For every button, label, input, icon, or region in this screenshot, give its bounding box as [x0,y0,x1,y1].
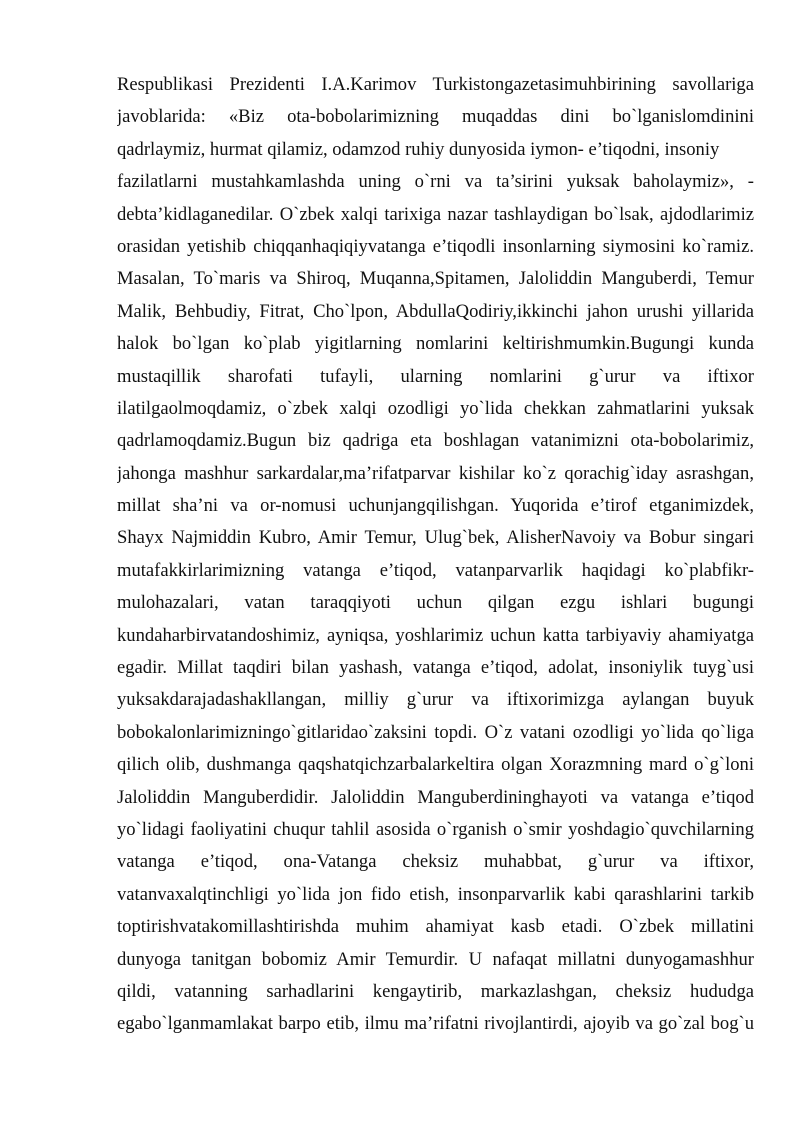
text-line: qilich olib, dushmanga qaqshatqichzarbalarkeltira olgan Xorazmning mard o`g`loni [117,754,754,776]
text-line: kundaharbirvatandoshimiz, ayniqsa, yoshlarimiz uchun katta tarbiyaviy ahamiyatga [117,624,754,646]
text-line: millat sha’ni va or-nomusi uchunjangqilishgan. Yuqorida e’tirof etganimizdek, [117,495,754,517]
text-line: Respublikasi Prezidenti I.A.Karimov Turkistongazetasimuhbirining savollariga [117,74,754,95]
text-line: toptirishvatakomillashtirishda muhim ahamiyat kasb etadi. O`zbek millatini [117,916,754,938]
text-line: ilatilgaolmoqdamiz, o`zbek xalqi ozodligi yo`lida chekkan zahmatlarini yuksak [117,397,754,419]
text-line: javoblarida: «Biz ota-bobolarimizning muqaddas dini bo`lganislomdinini [117,106,754,128]
text-line: fazilatlarni mustahkamlashda uning o`rni va ta’sirini yuksak baholaymiz», - [117,171,754,193]
text-line: debta’kidlaganedilar. O`zbek xalqi tarixiga nazar tashlaydigan bo`lsak, ajdodlarimiz [117,203,754,225]
text-line: Masalan, To`maris va Shiroq, Muqanna,Spitamen, Jaloliddin Manguberdi, Temur [117,268,754,290]
text-line: mutafakkirlarimizning vatanga e’tiqod, vatanparvarlik haqidagi ko`plabfikr- [117,559,754,581]
text-line: orasidan yetishib chiqqanhaqiqiyvatanga e’tiqodli insonlarning siymosini ko`ramiz. [117,235,754,257]
text-line: Shayx Najmiddin Kubro, Amir Temur, Ulug`bek, AlisherNavoiy va Bobur singari [117,527,754,549]
body-text [117,69,754,1041]
text-line: qadrlaymiz, hurmat qilamiz, odamzod ruhiy dunyosida iymon- e’tiqodni, insoniy [117,138,720,160]
text-line: yo`lidagi faoliyatini chuqur tahlil asosida o`rganish o`smir yoshdagio`quvchilarning [117,818,754,840]
text-line: qadrlamoqdamiz.Bugun biz qadriga eta boshlagan vatanimizni ota-bobolarimiz, [117,430,754,452]
text-line: Malik, Behbudiy, Fitrat, Cho`lpon, AbdullaQodiriy,ikkinchi jahon urushi yillarida [117,300,754,322]
text-line: Jaloliddin Manguberdidir. Jaloliddin Manguberdininghayoti va vatanga e’tiqod [117,786,754,808]
text-line: egadir. Millat taqdiri bilan yashash, vatanga e’tiqod, adolat, insoniylik tuyg`usi [117,657,754,679]
text-line: vatanvaxalqtinchligi yo`lida jon fido etish, insonparvarlik kabi qarashlarini tarkib [117,883,754,905]
text-line: halok bo`lgan ko`plab yigitlarning nomlarini keltirishmumkin.Bugungi kunda [117,333,754,355]
text-line: jahonga mashhur sarkardalar,ma’rifatparvar kishilar ko`z qorachig`iday asrashgan, [117,462,754,484]
text-line: dunyoga tanitgan bobomiz Amir Temurdir. U nafaqat millatni dunyogamashhur [117,948,754,970]
text-line: yuksakdarajadashakllangan, milliy g`urur va iftixorimizga aylangan buyuk [117,689,754,711]
text-line: vatanga e’tiqod, ona-Vatanga cheksiz muhabbat, g`urur va iftixor, [117,851,754,873]
text-line: qildi, vatanning sarhadlarini kengaytirib, markazlashgan, cheksiz hududga [117,980,754,1002]
text-line: egabo`lganmamlakat barpo etib, ilmu ma’rifatni rivojlantirdi, ajoyib va go`zal bog`u [117,1013,754,1035]
text-line: mulohazalari, vatan taraqqiyoti uchun qilgan ezgu ishlari bugungi [117,592,754,614]
text-line: mustaqillik sharofati tufayli, ularning nomlarini g`urur va iftixor [117,365,754,387]
text-line: bobokalonlarimizningo`gitlaridao`zaksini topdi. O`z vatani ozodligi yo`lida qo`liga [117,721,754,743]
